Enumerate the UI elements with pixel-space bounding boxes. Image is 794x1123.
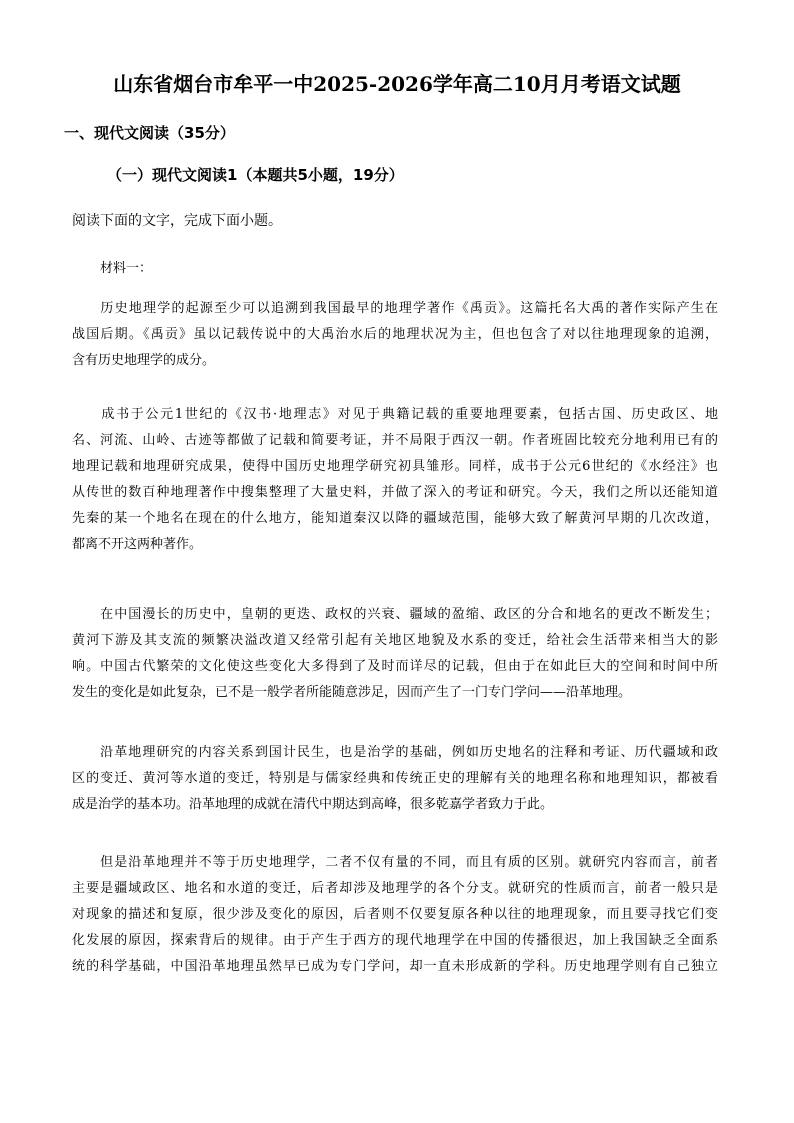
paragraph-line: 统的科学基础，中国沿革地理虽然早已成为专门学问，却一直未形成新的学科。历史地理学则有自己独立 — [72, 959, 718, 974]
paragraph-4 — [72, 740, 718, 818]
paragraph-line: 成是治学的基本功。沿革地理的成就在清代中期达到高峰，很多乾嘉学者致力于此。 — [72, 797, 554, 812]
document-title: 山东省烟台市牟平一中2025-2026学年高二10月月考语文试题 — [113, 72, 681, 96]
paragraph-line: 在中国漫长的历史中，皇朝的更迭、政权的兴衰、疆域的盈缩、政区的分合和地名的更改不断发生； — [72, 607, 718, 622]
paragraph-line: 化发展的原因，探索背后的规律。由于产生于西方的现代地理学在中国的传播很迟，加上我国缺乏全面系 — [72, 933, 718, 948]
material-label: 材料一： — [100, 261, 153, 276]
paragraph-2 — [72, 402, 718, 558]
paragraph-line: 黄河下游及其支流的频繁决溢改道又经常引起有关地区地貌及水系的变迁，给社会生活带来相当大的影 — [72, 633, 718, 648]
paragraph-line: 含有历史地理学的成分。 — [72, 353, 216, 368]
section-heading: 一、现代文阅读（35分） — [64, 124, 235, 142]
paragraph-line: 响。中国古代繁荣的文化使这些变化大多得到了及时而详尽的记载，但由于在如此巨大的空间和时间中所 — [72, 659, 718, 674]
paragraph-5 — [72, 850, 718, 980]
paragraph-line: 都离不开这两种著作。 — [72, 537, 203, 552]
paragraph-line: 战国后期。《禹贡》虽以记载传说中的大禹治水后的地理状况为主，但也包含了对以往地理现象的追溯， — [72, 327, 718, 342]
paragraph-1 — [72, 296, 718, 374]
paragraph-line: 主要是疆域政区、地名和水道的变迁，后者却涉及地理学的各个分支。就研究的性质而言，前者一般只是 — [72, 881, 718, 896]
paragraph-line: 先秦的某一个地名在现在的什么地方，能知道秦汉以降的疆域范围，能够大致了解黄河早期的几次改道， — [72, 511, 718, 526]
paragraph-line: 名、河流、山岭、古迹等都做了记载和简要考证，并不局限于西汉一朝。作者班固比较充分地利用已有的 — [72, 433, 718, 448]
paragraph-line: 地理记载和地理研究成果，使得中国历史地理学研究初具雏形。同样，成书于公元6世纪的《水经注》也 — [72, 459, 718, 474]
paragraph-line: 发生的变化是如此复杂，已不是一般学者所能随意涉足，因而产生了一门专门学问——沿革地理。 — [72, 685, 632, 700]
paragraph-line: 区的变迁、黄河等水道的变迁，特别是与儒家经典和传统正史的理解有关的地理名称和地理知识，都被看 — [72, 771, 718, 786]
reading-instruction: 阅读下面的文字，完成下面小题。 — [72, 213, 282, 229]
paragraph-line: 沿革地理研究的内容关系到国计民生，也是治学的基础，例如历史地名的注释和考证、历代疆域和政 — [72, 745, 718, 760]
paragraph-line: 历史地理学的起源至少可以追溯到我国最早的地理学著作《禹贡》。这篇托名大禹的著作实际产生在 — [72, 301, 718, 316]
subsection-heading: （一）现代文阅读1（本题共5小题，19分） — [107, 166, 404, 184]
paragraph-3 — [72, 602, 718, 706]
paragraph-line: 成书于公元1世纪的《汉书·地理志》对见于典籍记载的重要地理要素，包括古国、历史政区、地 — [72, 407, 718, 422]
paragraph-line: 对现象的描述和复原，很少涉及变化的原因，后者则不仅要复原各种以往的地理现象，而且要寻找它们变 — [72, 907, 718, 922]
paragraph-line: 从传世的数百种地理著作中搜集整理了大量史料，并做了深入的考证和研究。今天，我们之所以还能知道 — [72, 485, 718, 500]
paragraph-line: 但是沿革地理并不等于历史地理学，二者不仅有量的不同，而且有质的区别。就研究内容而言，前者 — [72, 855, 718, 870]
